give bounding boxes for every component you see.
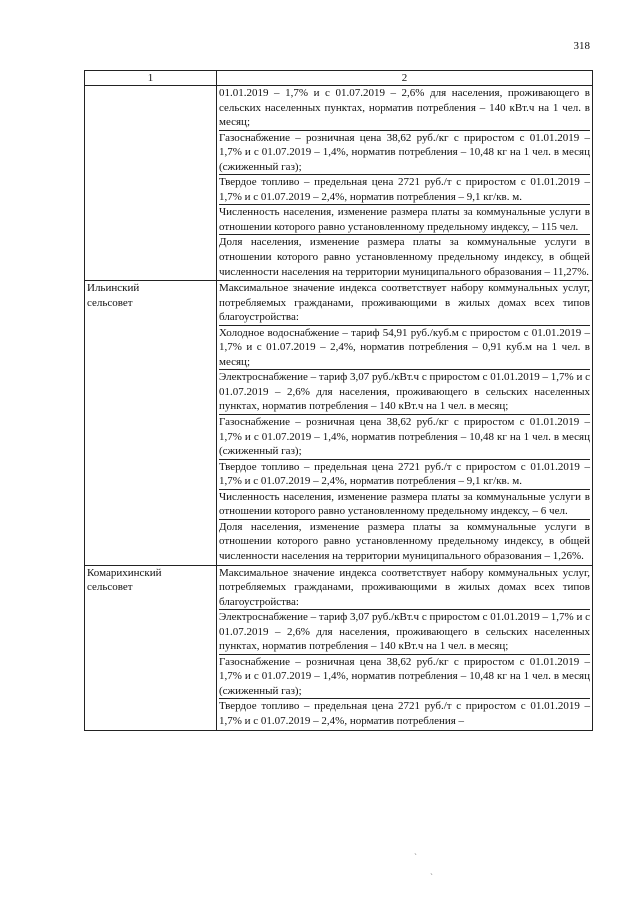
column-header-1: 1 [85,71,217,86]
region-cell: Комарихинский сельсовет [85,565,217,730]
paragraph: Численность населения, изменение размера платы за коммунальные услуги в отношении которого равно установленному предельному индексу, – 6 чел. [219,490,590,518]
paragraph: Газоснабжение – розничная цена 38,62 руб./кг с приростом с 01.01.2019 – 1,7% и с 01.07.2019 – 1,4%, норматив потребления – 10,48 кг на 1 чел. в месяц (сжиженный газ); [219,131,590,173]
content-cell [217,565,593,730]
scan-mark: ˋ [414,852,417,862]
paragraph: Холодное водоснабжение – тариф 54,91 руб./куб.м с приростом с 01.01.2019 – 1,7% и с 01.07.2019 – 2,4%, норматив потребления – 0,91 куб.м на 1 чел. в месяц; [219,326,590,368]
paragraph: Твердое топливо – предельная цена 2721 руб./т с приростом с 01.01.2019 – 1,7% и с 01.07.2019 – 2,4%, норматив потребления – 9,1 кг/кв. м. [219,176,590,203]
page-number: 318 [573,40,590,52]
table-row [85,565,593,730]
paragraph: Доля населения, изменение размера платы за коммунальные услуги в отношении которого равно установленному предельному индексу, в общей численности населения на территории муниципального образования – 11,27%. [219,236,590,278]
paragraph: 01.01.2019 – 1,7% и с 01.07.2019 – 2,6% для населения, проживающего в сельских населенных пунктах, норматив потребления – 140 кВт.ч на 1 чел. в месяц; [219,87,590,129]
paragraph: Газоснабжение – розничная цена 38,62 руб./кг с приростом с 01.01.2019 – 1,7% и с 01.07.2019 – 1,4%, норматив потребления – 10,48 кг на 1 чел. в месяц (сжиженный газ); [219,416,590,458]
region-cell [85,86,217,281]
paragraph: Газоснабжение – розничная цена 38,62 руб./кг с приростом с 01.01.2019 – 1,7% и с 01.07.2019 – 1,4%, норматив потребления – 10,48 кг на 1 чел. в месяц (сжиженный газ); [219,655,590,697]
scan-mark: ˋ [430,872,433,882]
table-row [85,281,593,565]
paragraph: Электроснабжение – тариф 3,07 руб./кВт.ч с приростом с 01.01.2019 – 1,7% и с 01.07.2019 – 2,6% для населения, проживающего в сельских населенных пунктах, норматив потребления – 140 кВт.ч на 1 чел. в месяц; [219,371,590,413]
paragraph: Твердое топливо – предельная цена 2721 руб./т с приростом с 01.01.2019 – 1,7% и с 01.07.2019 – 2,4%, норматив потребления – 9,1 кг/кв. м. [219,460,590,488]
table-header-row [85,71,593,86]
content-cell [217,86,593,281]
paragraph: Численность населения, изменение размера платы за коммунальные услуги в отношении которого равно установленному предельному индексу, – 115 чел. [219,206,590,233]
paragraph: Максимальное значение индекса соответствует набору коммунальных услуг, потребляемых гражданами, проживающими в жилых домах всех типов благоустройства: [219,282,590,324]
paragraph: Максимальное значение индекса соответствует набору коммунальных услуг, потребляемых гражданами, проживающими в жилых домах всех типов благоустройства: [219,566,590,608]
column-header-2: 2 [217,71,593,86]
region-cell: Ильинский сельсовет [85,281,217,565]
paragraph: Доля населения, изменение размера платы за коммунальные услуги в отношении которого равно установленному предельному индексу, в общей численности населения на территории муниципального образования – 1,26%. [219,520,590,562]
paragraph: Твердое топливо – предельная цена 2721 руб./т с приростом с 01.01.2019 – 1,7% и с 01.07.2019 – 2,4%, норматив потребления – [219,700,590,727]
index-table [84,70,593,731]
content-cell [217,281,593,565]
paragraph: Электроснабжение – тариф 3,07 руб./кВт.ч с приростом с 01.01.2019 – 1,7% и с 01.07.2019 – 2,6% для населения, проживающего в сельских населенных пунктах, норматив потребления – 140 кВт.ч на 1 чел. в месяц; [219,611,590,653]
table-row [85,86,593,281]
